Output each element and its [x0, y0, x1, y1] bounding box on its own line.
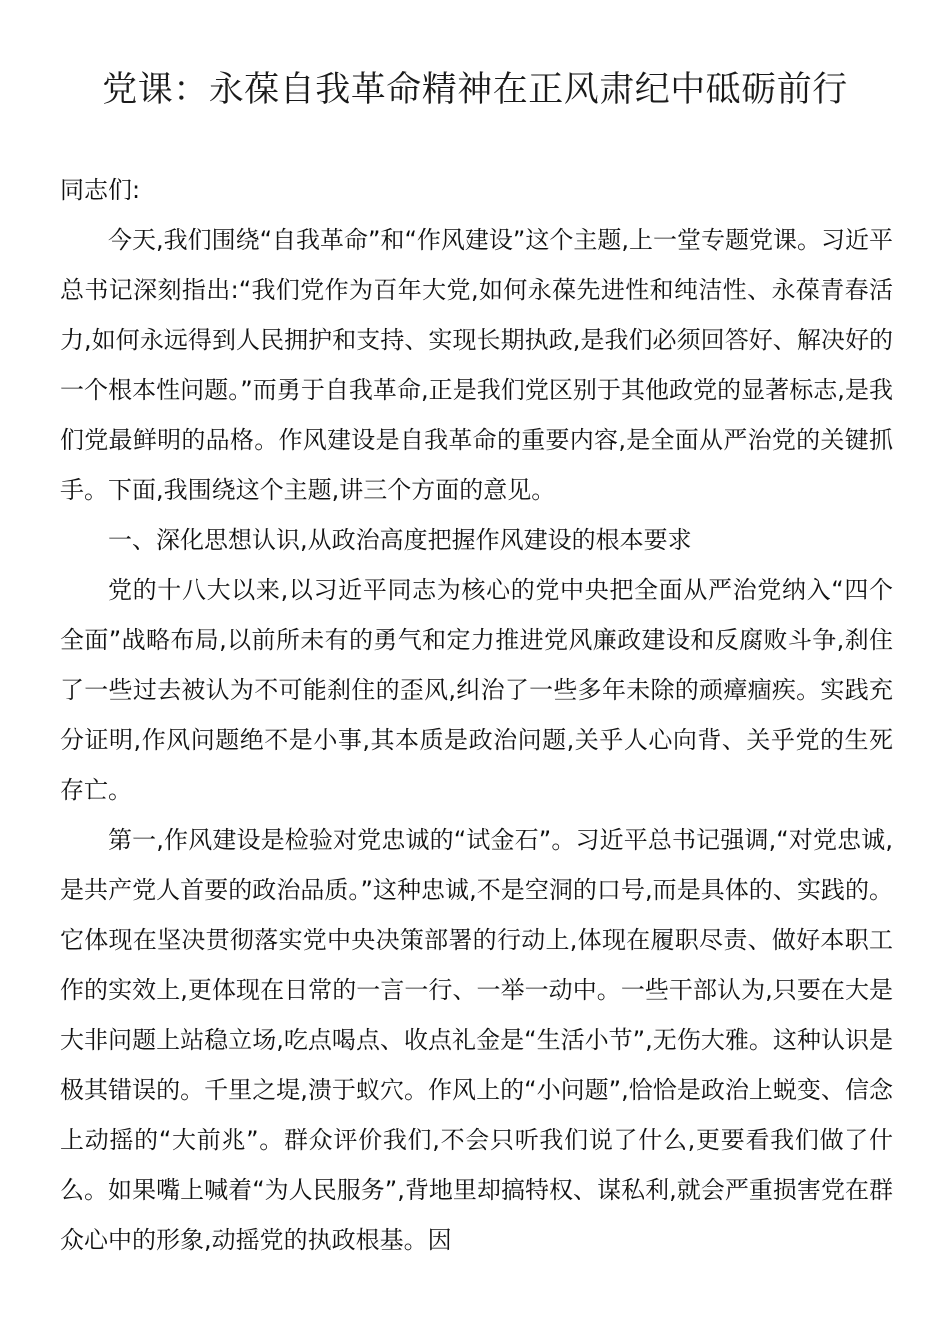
document-title: 党课：永葆自我革命精神在正风肃纪中砥砺前行 [102, 70, 848, 110]
section-heading: 一、深化思想认识,从政治高度把握作风建设的根本要求 [108, 526, 692, 554]
paragraph-intro: 今天,我们围绕“自我革命”和“作风建设”这个主题,上一堂专题党课。习近平总书记深刻指出:“我们党作为百年大党,如何永葆先进性和纯洁性、永葆青春活力,如何永远得到人民拥护和支持、实现长期执政,是我们必须回答好、解决好的一个根本性问题。”而勇于自我革命,正是我们党区别于其他政党的显著标志,是我们党最鲜明的品格。作风建设是自我革命的重要内容,是全面从严治党的关键抓手。下面,我围绕这个主题,讲三个方面的意见。 [60, 226, 893, 504]
document-body [60, 165, 893, 1265]
paragraph-background: 党的十八大以来,以习近平同志为核心的党中央把全面从严治党纳入“四个全面”战略布局,以前所未有的勇气和定力推进党风廉政建设和反腐败斗争,刹住了一些过去被认为不可能刹住的歪风,纠治了一些多年未除的顽瘴痼疾。实践充分证明,作风问题绝不是小事,其本质是政治问题,关乎人心向背、关乎党的生死存亡。 [60, 576, 893, 804]
salutation: 同志们: [60, 176, 141, 204]
paragraph-first-point: 第一,作风建设是检验对党忠诚的“试金石”。习近平总书记强调,“对党忠诚,是共产党人首要的政治品质。”这种忠诚,不是空洞的口号,而是具体的、实践的。它体现在坚决贯彻落实党中央决策部署的行动上,体现在履职尽责、做好本职工作的实效上,更体现在日常的一言一行、一举一动中。一些干部认为,只要在大是大非问题上站稳立场,吃点喝点、收点礼金是“生活小节”,无伤大雅。这种认识是极其错误的。千里之堤,溃于蚁穴。作风上的“小问题”,恰恰是政治上蜕变、信念上动摇的“大前兆”。群众评价我们,不会只听我们说了什么,更要看我们做了什么。如果嘴上喊着“为人民服务”,背地里却搞特权、谋私利,就会严重损害党在群众心中的形象,动摇党的执政根基。因 [60, 826, 893, 1254]
